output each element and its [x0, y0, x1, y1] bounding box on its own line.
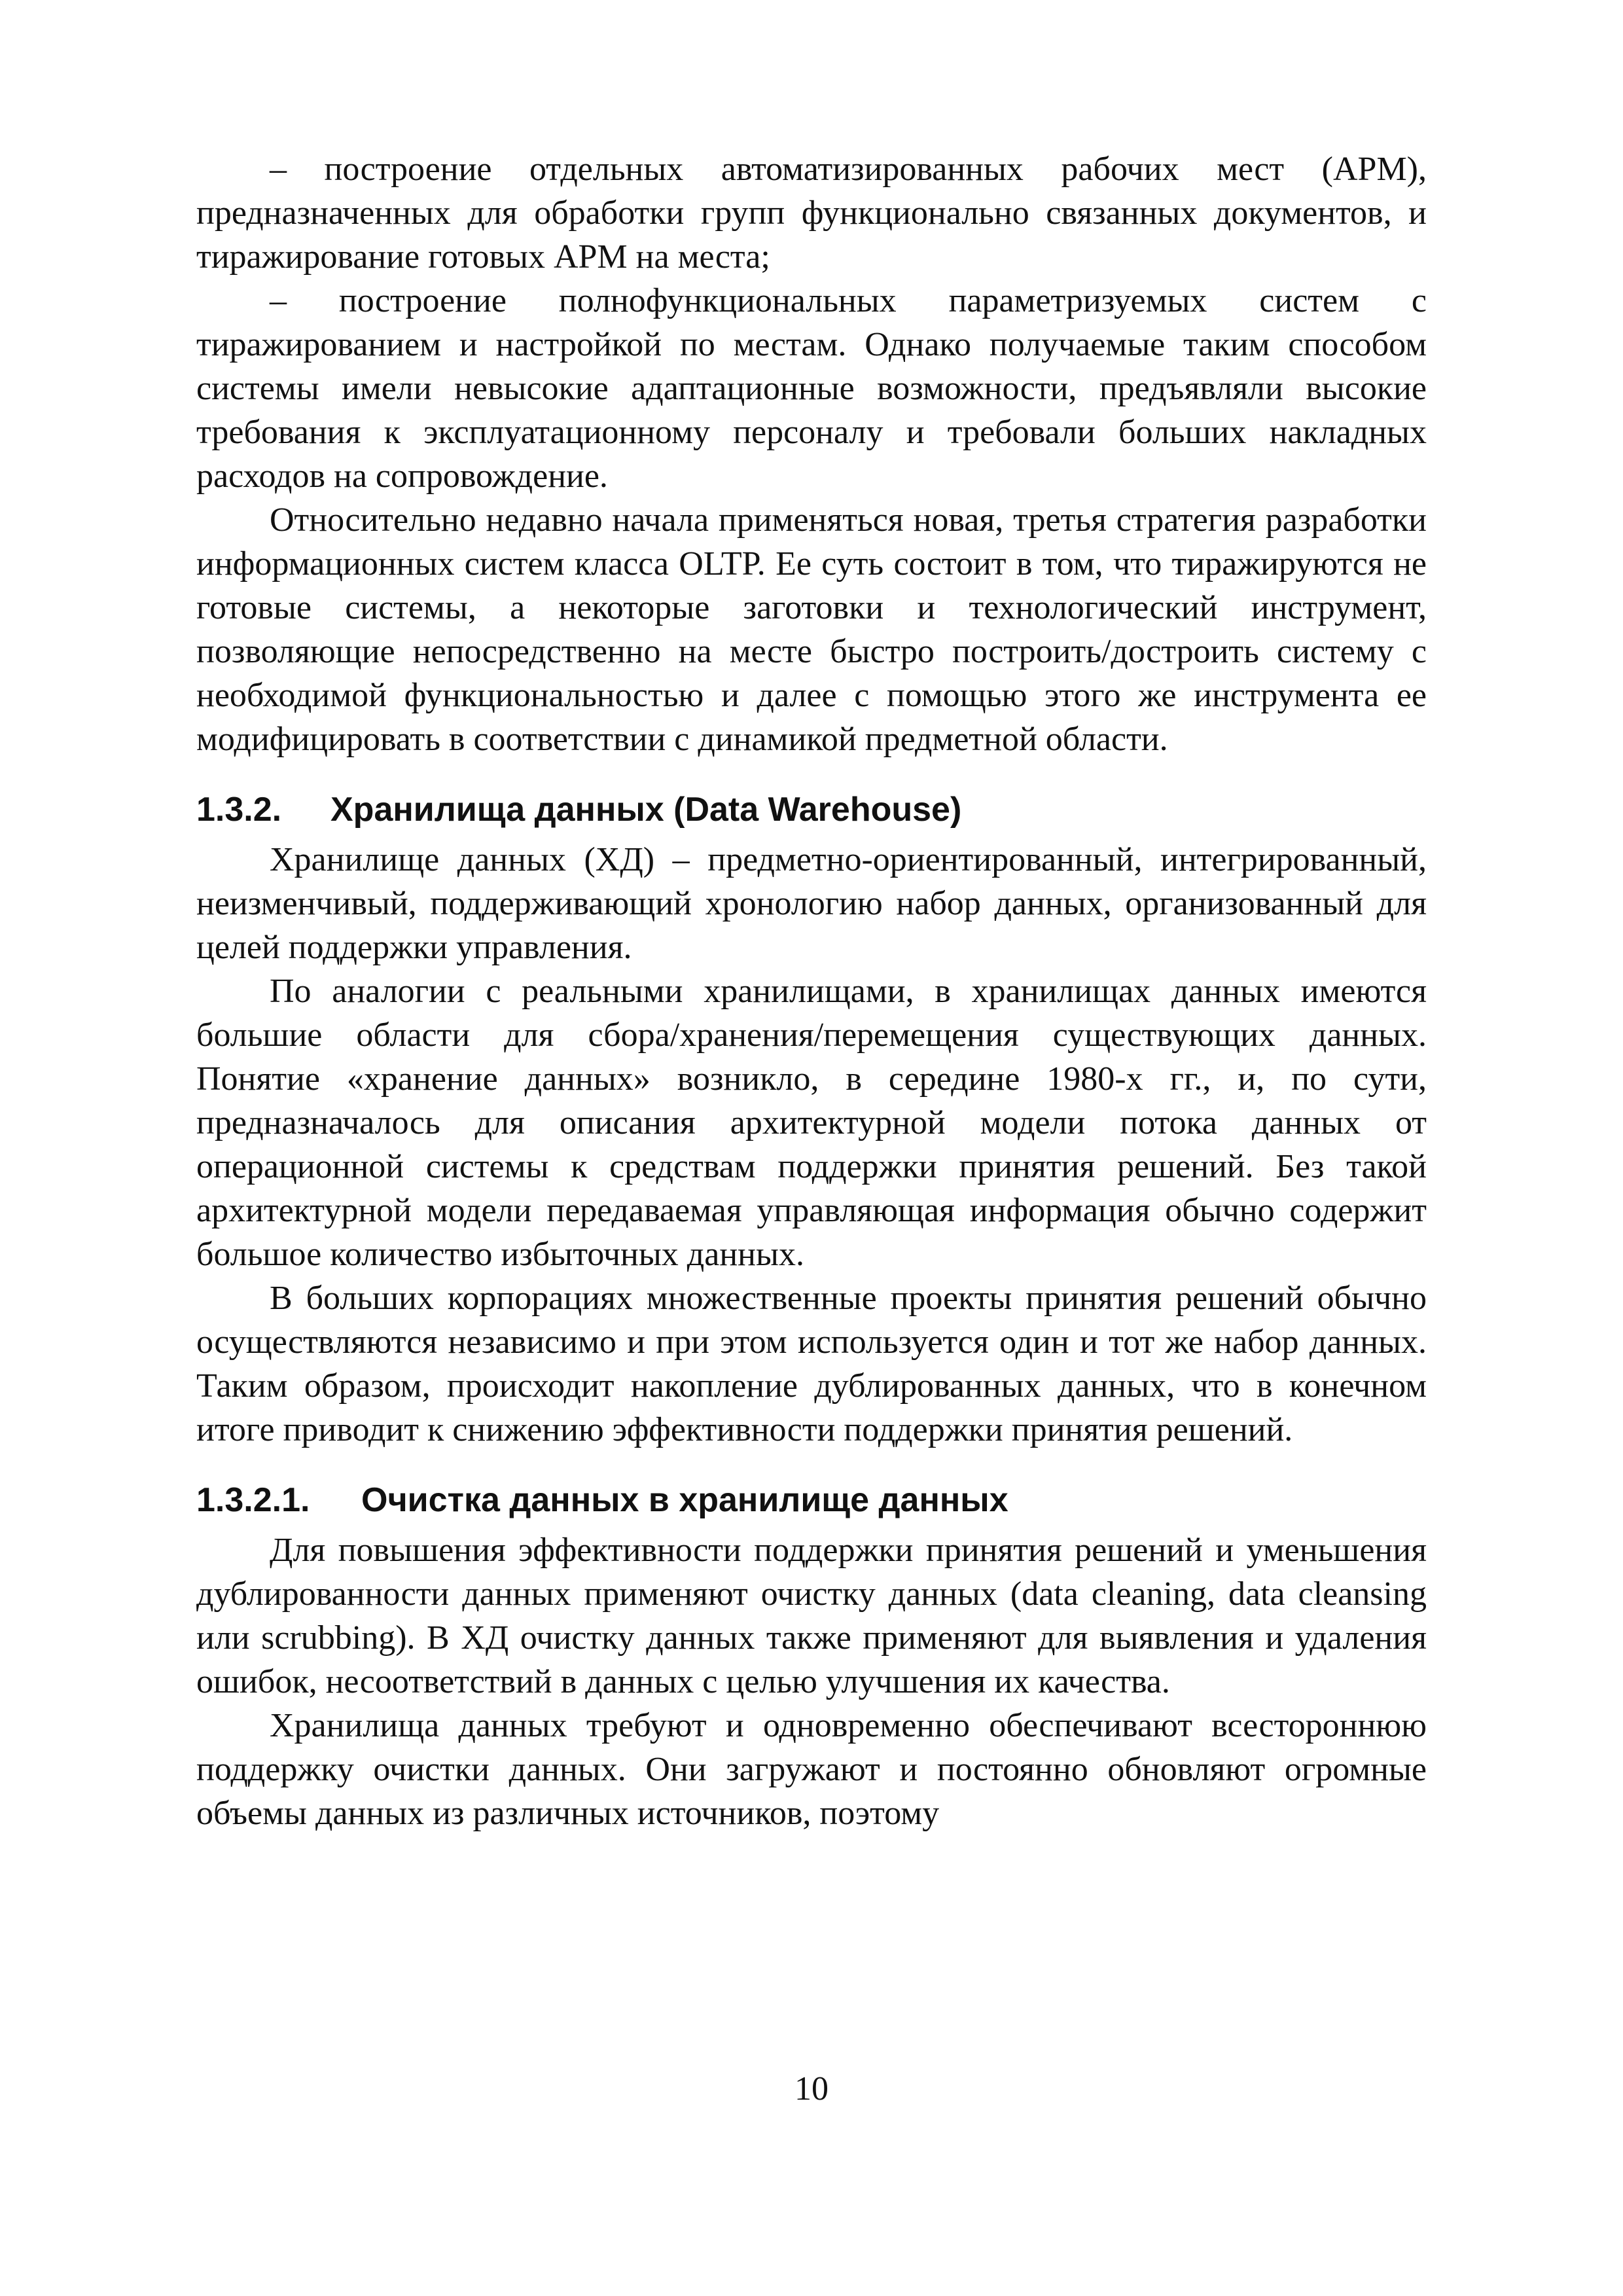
subsection-number: 1.3.2.1.	[196, 1481, 310, 1519]
paragraph-third-strategy: Относительно недавно начала применяться новая, третья стратегия разработки информационных систем класса OLTP. Ее суть состоит в том, что тиражируются не готовые системы, а некоторые заготовки и технологический инструмент, позволяющие непосредственно на месте быстро построить/достроить систему с необходимой функциональностью и далее с помощью этого же инструмента ее модифицировать в соответствии с динамикой предметной области.	[196, 501, 1427, 758]
paragraph-arm-workstations: – построение отдельных автоматизированных рабочих мест (АРМ), предназначенных для обработки групп функционально связанных документов, и тиражирование готовых АРМ на места;	[196, 151, 1427, 276]
section-heading-data-cleaning	[196, 1479, 1427, 1522]
section-heading-data-warehouse	[196, 788, 1427, 832]
paragraph-full-function-systems: – построение полнофункциональных параметризуемых систем с тиражированием и настройкой по местам. Однако получаемые таким способом системы имели невысокие адаптационные возможности, предъявляли высокие требования к эксплуатационному персоналу и требовали больших накладных расходов на сопровождение.	[196, 282, 1427, 495]
paragraph-cleaning-purpose: Для повышения эффективности поддержки принятия решений и уменьшения дублированности данных применяют очистку данных (data cleaning, data cleansing или scrubbing). В ХД очистку данных также применяют для выявления и удаления ошибок, несоответствий в данных с целью улучшения их качества.	[196, 1532, 1427, 1700]
paragraph-dw-corporations: В больших корпорациях множественные проекты принятия решений обычно осуществляются независимо и при этом используется один и тот же набор данных. Таким образом, происходит накопление дублированных данных, что в конечном итоге приводит к снижению эффективности поддержки принятия решений.	[196, 1280, 1427, 1448]
paragraph-dw-analogy: По аналогии с реальными хранилищами, в хранилищах данных имеются большие области для сбора/хранения/перемещения существующих данных. Понятие «хранение данных» возникло, в середине 1980-х гг., и, по сути, предназначалось для описания архитектурной модели потока данных от операционной системы к средствам поддержки принятия решений. Без такой архитектурной модели передаваемая управляющая информация обычно содержит большое количество избыточных данных.	[196, 973, 1427, 1273]
subsection-title: Очистка данных в хранилище данных	[361, 1481, 1008, 1519]
paragraph-cleaning-support: Хранилища данных требуют и одновременно обеспечивают всестороннюю поддержку очистки данных. Они загружают и постоянно обновляют огромные объемы данных из различных источников, поэтому	[196, 1707, 1427, 1832]
paragraph-dw-definition: Хранилище данных (ХД) – предметно-ориентированный, интегрированный, неизменчивый, поддерживающий хронологию набор данных, организованный для целей поддержки управления.	[196, 841, 1427, 966]
section-number: 1.3.2.	[196, 791, 282, 829]
section-title: Хранилища данных (Data Warehouse)	[330, 791, 962, 829]
page-body	[196, 147, 1427, 1835]
page-number: 10	[794, 2070, 829, 2108]
